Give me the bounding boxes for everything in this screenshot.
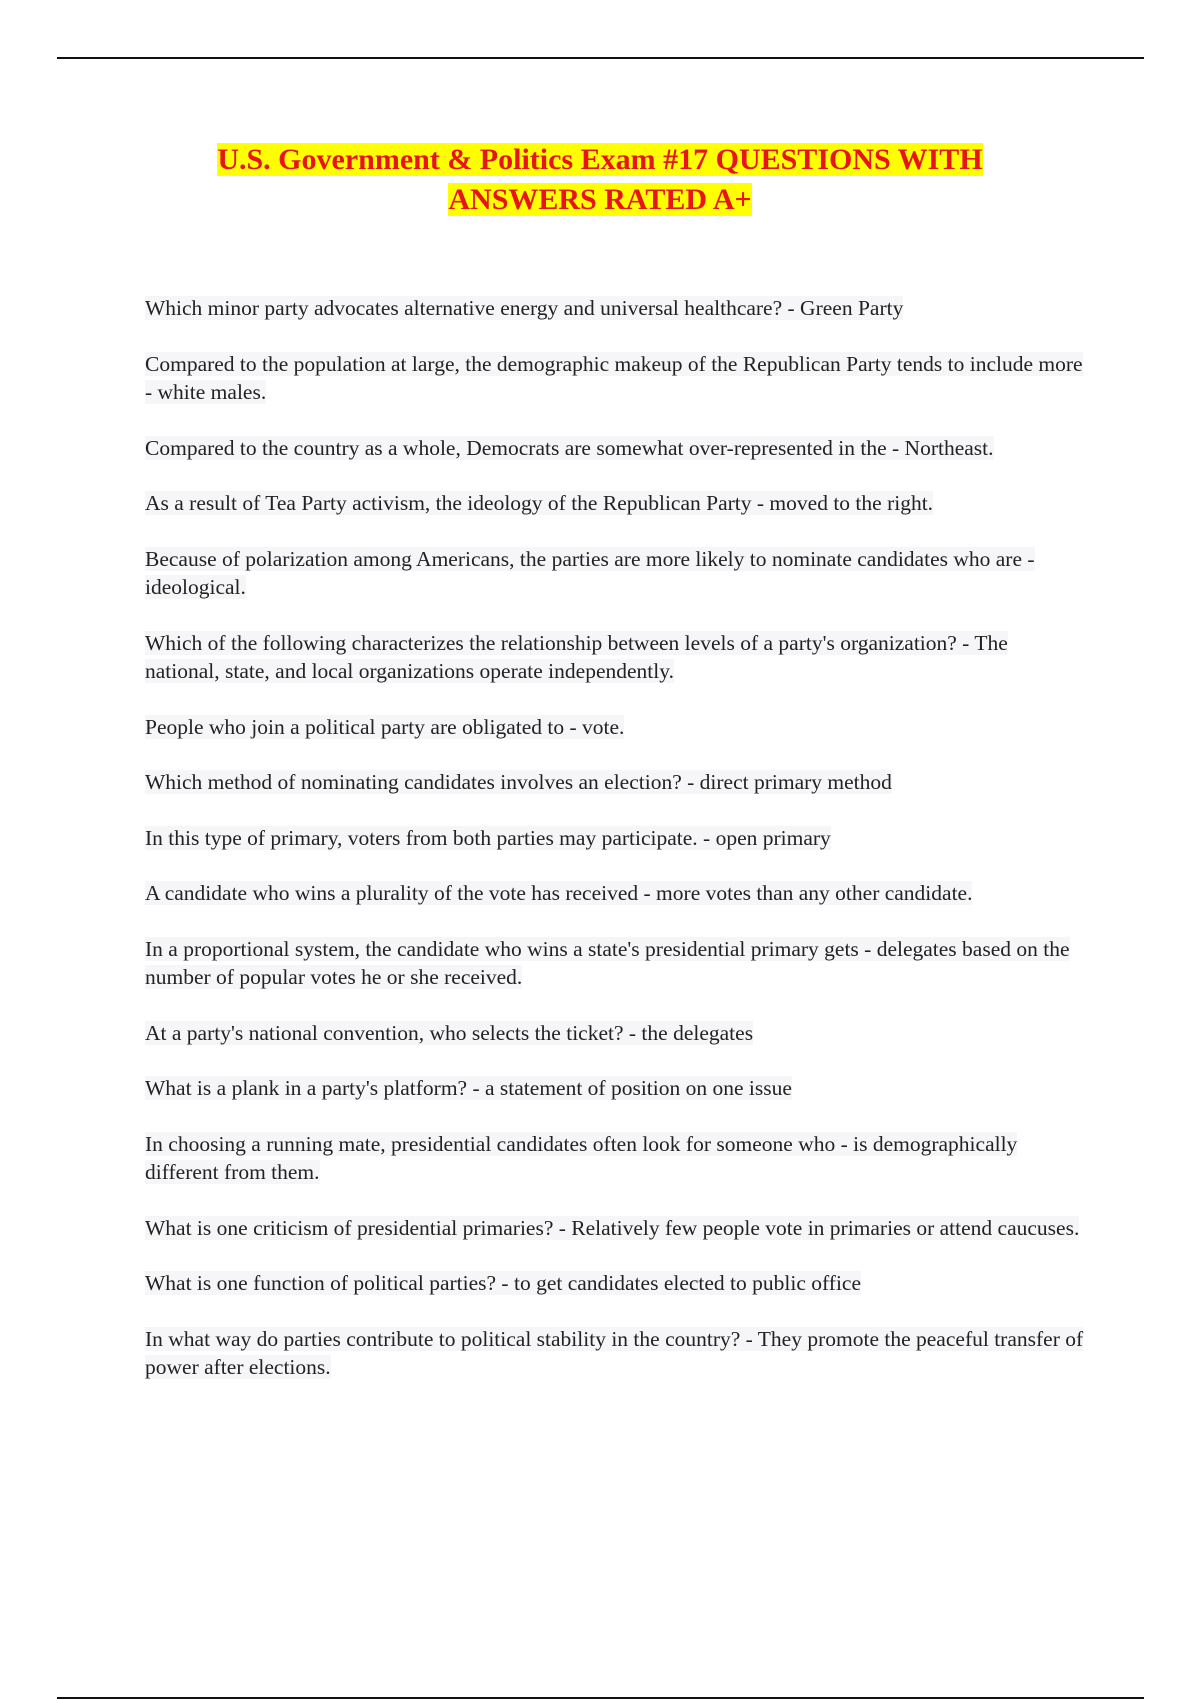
qa-item [145, 824, 1085, 853]
qa-item [145, 434, 1085, 463]
qa-text: What is one criticism of presidential primaries? - Relatively few people vote in primaries or attend caucuses. [145, 1215, 1080, 1240]
bottom-rule [57, 1697, 1144, 1699]
qa-text: Because of polarization among Americans, the parties are more likely to nominate candidates who are - ideological. [145, 546, 1035, 599]
qa-text: In this type of primary, voters from both parties may participate. - open primary [145, 825, 831, 850]
qa-item [145, 713, 1085, 742]
qa-item [145, 489, 1085, 518]
qa-item [145, 350, 1085, 407]
qa-text: Compared to the population at large, the demographic makeup of the Republican Party tends to include more - white males. [145, 351, 1083, 404]
qa-item [145, 1130, 1085, 1187]
qa-item [145, 1019, 1085, 1048]
qa-text: In choosing a running mate, presidential candidates often look for someone who - is demographically different from them. [145, 1131, 1018, 1184]
title-line-2: ANSWERS RATED A+ [448, 183, 752, 216]
qa-list [145, 294, 1085, 1409]
qa-text: People who join a political party are obligated to - vote. [145, 714, 625, 739]
qa-text: Which of the following characterizes the relationship between levels of a party's organization? - The national, state, and local organizations operate independently. [145, 630, 1008, 683]
qa-item [145, 1074, 1085, 1103]
top-rule [57, 57, 1144, 59]
qa-item [145, 545, 1085, 602]
qa-text: In a proportional system, the candidate who wins a state's presidential primary gets - delegates based on the number of popular votes he or she received. [145, 936, 1070, 989]
qa-text: What is one function of political parties? - to get candidates elected to public office [145, 1271, 862, 1295]
qa-item [145, 629, 1085, 686]
qa-text: A candidate who wins a plurality of the vote has received - more votes than any other candidate. [145, 881, 973, 905]
qa-text: What is a plank in a party's platform? - a statement of position on one issue [145, 1076, 792, 1100]
qa-text: Which minor party advocates alternative energy and universal healthcare? - Green Party [145, 296, 904, 320]
qa-item [145, 294, 1085, 323]
qa-item [145, 1325, 1085, 1382]
qa-item [145, 768, 1085, 797]
qa-item [145, 1214, 1085, 1243]
qa-item [145, 879, 1085, 908]
qa-text: In what way do parties contribute to political stability in the country? - They promote the peaceful transfer of power after elections. [145, 1326, 1084, 1379]
qa-text: Which method of nominating candidates involves an election? - direct primary method [145, 770, 892, 794]
qa-text: Compared to the country as a whole, Democrats are somewhat over-represented in the - Northeast. [145, 435, 994, 460]
qa-text: At a party's national convention, who selects the ticket? - the delegates [145, 1020, 754, 1045]
qa-text: As a result of Tea Party activism, the ideology of the Republican Party - moved to the right. [145, 491, 934, 515]
title-line-1: U.S. Government & Politics Exam #17 QUESTIONS WITH [217, 143, 983, 176]
qa-item [145, 1269, 1085, 1298]
document-title [0, 140, 1200, 220]
qa-item [145, 935, 1085, 992]
